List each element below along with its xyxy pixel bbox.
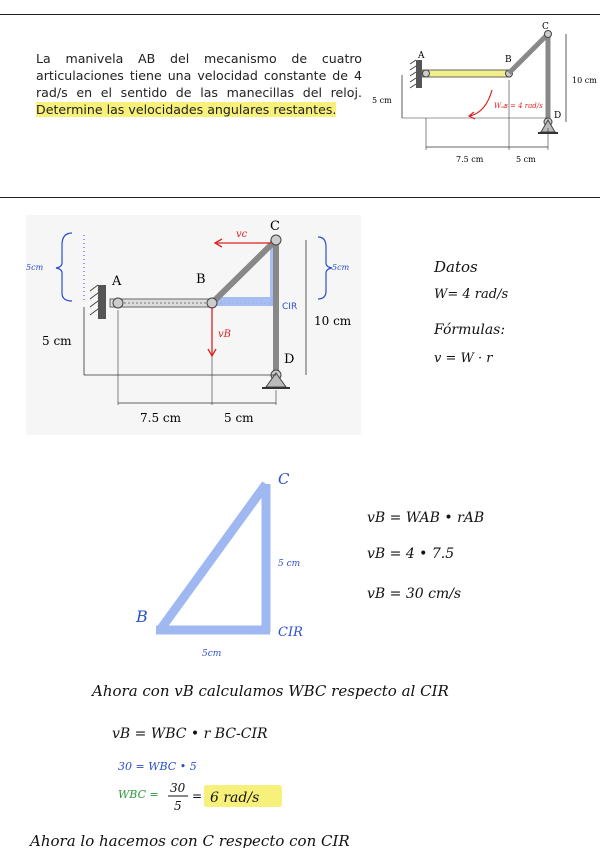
problem-figure [366,20,597,190]
omega-label: Wₐʙ = 4 rad/s [494,102,543,110]
label-cir: CIR [282,302,298,312]
datos-title: Datos [434,258,478,276]
fig-dim-5cm-h: 5 cm [516,155,536,164]
formulas-title: Fórmulas: [434,322,506,338]
dim-5cm: 5 cm [42,334,72,348]
fig-dim-10cm: 10 cm [572,76,597,85]
mechanism-diagram [26,215,361,435]
work-l4-den: 5 [174,799,182,813]
right-5cm: 5cm [332,263,350,272]
fig-label-a: A [418,51,425,61]
work-l4-num: 30 [170,781,186,795]
problem-statement [36,50,362,118]
problem-question: Determine las velocidades angulares restantes. [36,102,337,117]
problem-card [26,20,597,190]
cir-triangle [130,470,330,660]
dim-10cm: 10 cm [314,314,352,328]
eq-3: vB = 30 cm/s [367,586,462,602]
work-l4-eq: = [192,789,203,803]
tri-b: B [136,607,148,626]
eq-1: vB = WAB • rAB [367,510,485,526]
top-divider [0,14,600,15]
fig-dim-5cm: 5 cm [372,96,392,105]
b-cir-highlight [213,297,277,306]
vb-equations [365,500,590,610]
eq-2: vB = 4 • 7.5 [367,546,455,562]
label-d: D [284,352,295,367]
tri-hyp [160,484,266,630]
left-5cm: 5cm [26,263,44,272]
tri-side-v: 5 cm [278,559,301,569]
formula: v = W · r [434,351,493,366]
datos-block [430,250,590,380]
label-a: A [112,274,122,289]
tri-c: C [278,470,290,488]
dim-5cm-h: 5 cm [224,411,254,425]
work-l3: 30 = WBC • 5 [118,760,197,773]
problem-text: La manivela AB del mecanismo de cuatro articulaciones tiene una velocidad constante de 4 rad/s en el sentido de las manecillas del reloj. [36,51,362,100]
vc-label: vc [236,229,248,240]
fig-label-b: B [505,55,512,65]
work-l5: Ahora lo hacemos con C respecto con CIR [30,832,350,848]
label-c: C [270,219,280,234]
link-ab [422,70,510,77]
fig-label-c: C [542,22,549,32]
work-block [0,672,600,848]
work-l4-lhs: WBC = [118,788,159,801]
fig-label-d: D [554,111,562,121]
tri-cir: CIR [278,625,303,640]
label-b: B [196,272,206,287]
work-l4-result: 6 rad/s [210,790,260,806]
datos-w: W= 4 rad/s [434,287,509,302]
vb-label: vB [218,329,231,340]
work-l1: Ahora con vB calculamos WBC respecto al CIR [92,682,449,700]
work-l2: vB = WBC • r BC-CIR [112,726,268,742]
dim-75cm: 7.5 cm [140,411,181,425]
link-bc [509,34,548,73]
fig-dim-75cm: 7.5 cm [456,155,484,164]
section-divider [0,197,600,198]
wall-a [416,60,422,88]
tri-side-h: 5cm [202,649,222,659]
